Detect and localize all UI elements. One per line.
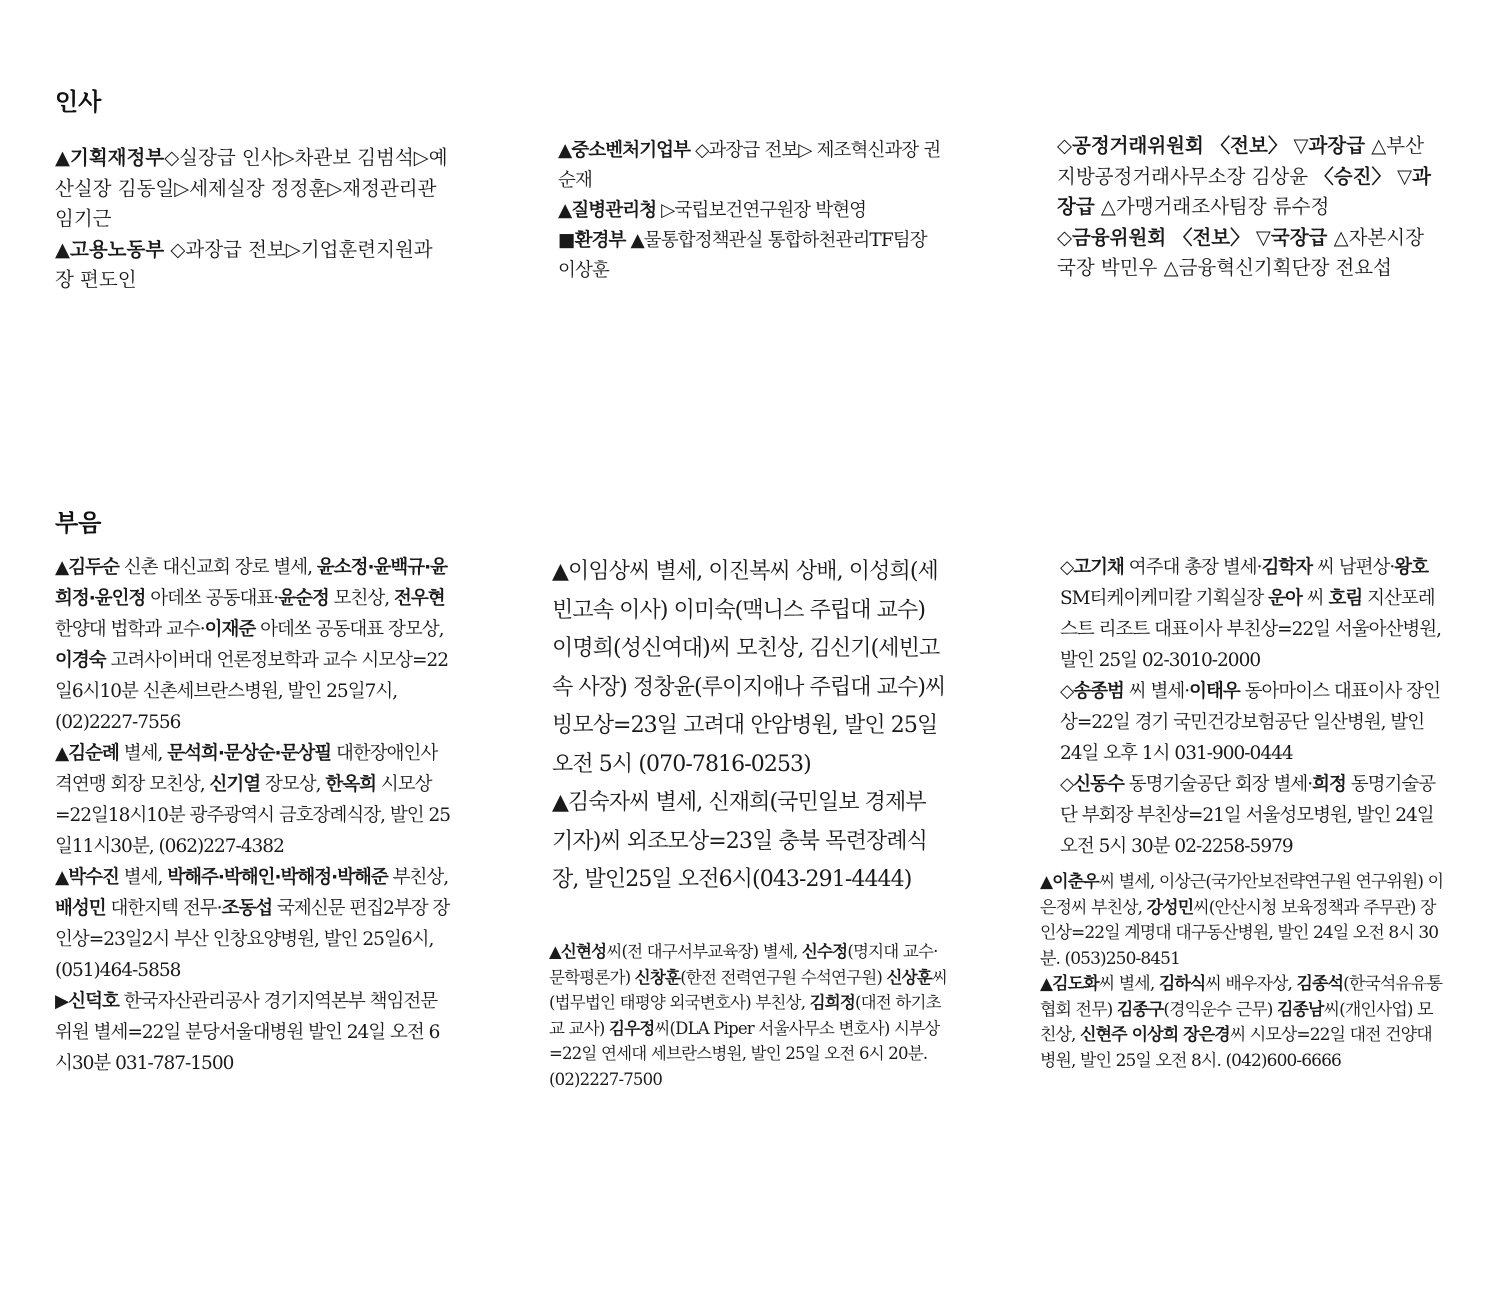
entry-text: △가맹거래조사팀장 류수정 xyxy=(1094,195,1330,218)
notice-entry xyxy=(549,939,949,1092)
entry-text: ▽ xyxy=(1390,164,1413,188)
entry-name-bold: 호림 xyxy=(1328,588,1363,609)
entry-text: 시모상=22일18시10분 광주광역시 금호장례식장, 발인 25일11시30분, (062)227-4382 xyxy=(55,774,451,857)
entry-text: ◇실장급 인사▷차관보 김범석▷예산실장 김동일▷세제실장 정정훈▷재정관리관 임기근 xyxy=(55,146,448,230)
entry-text: 동아마이스 대표이사 장인상=22일 경기 국민건강보험공단 일산병원, 발인 24일 오후 1시 031-900-0444 xyxy=(1060,681,1440,764)
entry-name-bold: 김종석 xyxy=(1296,974,1344,994)
notice-entry xyxy=(558,226,943,286)
notice-entry xyxy=(1037,131,1442,223)
entry-text: (한전 전력연구원 수석연구원) xyxy=(680,967,887,987)
entry-name-bold: 배성민 xyxy=(55,898,106,919)
entry-name-bold: ▲김도화 xyxy=(1040,974,1099,994)
notice-entry xyxy=(558,196,943,226)
entry-name-bold: 왕호 xyxy=(1394,557,1428,578)
section-title-bueum: 부음 xyxy=(55,509,102,537)
entry-text: 씨 남편상· xyxy=(1312,557,1395,578)
entry-text: 씨 별세, xyxy=(1098,974,1159,994)
entry-text: 한국자산관리공사 경기지역본부 책임전문위원 별세=22일 분당서울대병원 발인 24일 오전 6시30분 031-787-1500 xyxy=(55,991,440,1074)
entry-text: 씨(안산시청 보육정책과 주무관) 장인상=22일 계명대 대구동산병원, 발인 24일 오전 8시 30분. (053)250-8451 xyxy=(1040,897,1439,969)
entry-text: 신촌 대신교회 장로 별세, xyxy=(118,557,317,578)
bueum-column-2-bottom xyxy=(549,939,949,1092)
entry-text: 국제신문 편집2부장 장인상=23일2시 부산 인창요양병원, 발인 25일6시, (051)464-5858 xyxy=(55,898,450,981)
entry-text: 씨 배우자상, xyxy=(1205,974,1297,994)
entry-text: 별세, xyxy=(118,867,168,888)
entry-text: 씨 별세, 이상근(국가안보전략연구원 연구위원) 이은정씨 부친상, xyxy=(1040,872,1444,918)
entry-name-bold: ■환경부 xyxy=(558,230,626,251)
entry-text: 여주대 총장 별세· xyxy=(1123,557,1262,578)
entry-text: 아데쏘 공동대표 장모상, xyxy=(255,619,444,640)
entry-name-bold: ▶신덕호 xyxy=(55,991,119,1012)
entry-name-bold: 윤순정 xyxy=(278,588,329,609)
entry-name-bold: ▲고용노동부 xyxy=(55,237,165,261)
entry-name-bold: 이태우 xyxy=(1189,681,1240,702)
entry-name-bold: ▲김두순 xyxy=(55,557,119,578)
entry-name-bold: 운아 xyxy=(1268,588,1302,609)
entry-name-bold: 박해주·박해인·박해정·박해준 xyxy=(167,867,388,888)
entry-name-bold: 신기열 xyxy=(209,774,261,795)
entry-name-bold: 〈승진〉 xyxy=(1314,164,1391,188)
entry-name-bold: 문석희·문상순·문상필 xyxy=(167,743,332,764)
entry-name-bold: 김하식 xyxy=(1158,974,1206,994)
entry-name-bold: ▲이춘우 xyxy=(1040,872,1099,892)
entry-text: ▽ xyxy=(1287,134,1309,157)
entry-text: 씨(개인사업) 모친상, xyxy=(1040,999,1433,1045)
entry-text: (명지대 교수·문학평론가) xyxy=(549,942,938,987)
insa-column-1 xyxy=(55,143,450,296)
entry-name-bold: ◇고기채 xyxy=(1060,557,1124,578)
entry-text: 씨 시모상=22일 대전 건양대병원, 발인 25일 오전 8시. (042)600-6666 xyxy=(1040,1025,1432,1071)
entry-name-bold: ◇금융위원회 〈전보〉 xyxy=(1057,225,1250,249)
entry-name-bold: 국장급 xyxy=(1270,225,1328,249)
entry-text: ▷국립보건연구원장 박현영 xyxy=(656,200,867,221)
entry-text: ▽ xyxy=(1249,225,1271,249)
entry-text: 부친상, xyxy=(387,867,449,888)
entry-name-bold: ▲질병관리청 xyxy=(558,200,657,221)
bueum-column-1 xyxy=(55,552,450,1079)
entry-text: 장모상, xyxy=(260,774,326,795)
notice-entry xyxy=(55,552,450,738)
notice-entry xyxy=(55,986,450,1079)
entry-text: 대한지텍 전무· xyxy=(105,898,222,919)
entry-name-bold: 조동섭 xyxy=(221,898,273,919)
entry-text: 씨(DLA Piper 서울사무소 변호사) 시부상=22일 연세대 세브란스병원, 발인 25일 오전 6시 20분. (02)2227-7500 xyxy=(549,1018,940,1089)
entry-text: 아데쏘 공동대표· xyxy=(145,588,279,609)
entry-text: 대한장애인사격연맹 회장 모친상, xyxy=(55,743,438,795)
notice-entry xyxy=(1040,552,1445,676)
entry-name-bold: 김학자 xyxy=(1261,557,1313,578)
entry-text: ◇과장급 전보▷ 제조혁신과장 권순재 xyxy=(558,140,941,191)
notice-entry xyxy=(55,862,450,986)
notice-entry xyxy=(552,553,949,784)
entry-name-bold: 과장급 xyxy=(1057,164,1432,218)
bueum-column-2-top xyxy=(552,553,949,900)
entry-text: SM티케이케미칼 기획실장 xyxy=(1060,588,1269,609)
insa-column-3 xyxy=(1037,131,1442,284)
entry-text: (경익운수 근무) xyxy=(1163,999,1278,1020)
entry-text: ▲이임상씨 별세, 이진복씨 상배, 이성희(세빈고속 이사) 이미숙(맥니스 주립대 교수) 이명희(성신여대)씨 모친상, 김신기(세빈고속 사장) 정창윤(루이지애나 주립대 교수)씨 빙모상=23일 고려대 안암병원, 발인 25일 오전 5시 (070-7816-0253) xyxy=(552,559,946,777)
insa-column-2 xyxy=(558,136,943,286)
entry-text: ◇과장급 전보▷기업훈련지원과장 편도인 xyxy=(55,237,433,291)
entry-name-bold: ▲박수진 xyxy=(55,867,119,888)
entry-name-bold: 과장급 xyxy=(1308,134,1366,157)
entry-text: 동명기술공단 회장 별세· xyxy=(1123,774,1313,795)
notice-entry xyxy=(1040,676,1445,769)
entry-text: △부산지방공정거래사무소장 김상윤 xyxy=(1057,134,1424,188)
entry-name-bold: 김종남 xyxy=(1277,999,1324,1020)
entry-text: 고려사이버대 언론정보학과 교수 시모상=22일6시10분 신촌세브란스병원, 발인 25일7시, (02)2227-7556 xyxy=(55,650,448,733)
entry-name-bold: 신창훈 xyxy=(634,967,681,987)
entry-text: ▲물통합정책관실 통합하천관리TF팀장 이상훈 xyxy=(558,230,927,281)
entry-name-bold: ◇공정거래위원회 〈전보〉 xyxy=(1057,134,1288,157)
entry-text: 씨(전 대구서부교육장) 별세, xyxy=(606,942,802,961)
entry-name-bold: 김희정 xyxy=(809,993,856,1012)
entry-text: 씨 별세· xyxy=(1123,681,1190,702)
entry-name-bold: 김종구 xyxy=(1116,999,1164,1020)
notice-entry xyxy=(1037,223,1442,284)
bueum-column-3-top xyxy=(1040,552,1445,862)
entry-name-bold: 강성민 xyxy=(1146,897,1194,918)
notice-entry xyxy=(552,784,949,900)
entry-text: 씨(법무법인 태평양 외국변호사) 부친상, xyxy=(549,967,948,1012)
entry-text: (대전 하기초교 교사) xyxy=(549,993,941,1038)
section-title-insa: 인사 xyxy=(55,88,102,116)
entry-name-bold: ▲김순례 xyxy=(55,743,119,764)
entry-text: 한양대 법학과 교수· xyxy=(55,619,205,640)
entry-name-bold: 한옥희 xyxy=(325,774,377,795)
entry-text: 동명기술공단 부회장 부친상=21일 서울성모병원, 발인 24일 오전 5시 30분 02-2258-5979 xyxy=(1060,774,1436,857)
notice-entry xyxy=(1040,870,1445,972)
entry-name-bold: 김우정 xyxy=(608,1018,655,1038)
entry-text: 모친상, xyxy=(328,588,395,609)
notice-entry xyxy=(1040,769,1445,862)
entry-name-bold: ▲기획재정부 xyxy=(55,146,165,169)
notice-entry xyxy=(1040,972,1445,1074)
entry-name-bold: ◇송종범 xyxy=(1060,681,1124,702)
notice-entry xyxy=(558,136,943,196)
entry-name-bold: 전우현 xyxy=(394,588,445,609)
entry-text: 지산포레스트 리조트 대표이사 부친상=22일 서울아산병원, 발인 25일 02-3010-2000 xyxy=(1060,588,1441,671)
entry-text: (한국석유유통협회 전무) xyxy=(1040,974,1442,1020)
entry-name-bold: ◇신동수 xyxy=(1060,774,1124,795)
notice-entry xyxy=(55,143,450,235)
entry-text: △자본시장국장 박민우 △금융혁신기획단장 전요섭 xyxy=(1057,225,1424,279)
entry-name-bold: 이경숙 xyxy=(55,650,106,671)
entry-name-bold: 신상훈 xyxy=(886,967,932,987)
entry-name-bold: ▲신현성 xyxy=(549,942,607,961)
entry-text: 씨 xyxy=(1301,588,1329,609)
entry-name-bold: 이재준 xyxy=(204,619,256,640)
entry-text: 별세, xyxy=(118,743,168,764)
notice-entry xyxy=(55,738,450,862)
entry-name-bold: 신수정 xyxy=(801,942,848,961)
bueum-column-3-bottom xyxy=(1040,870,1445,1074)
entry-text: ▲김숙자씨 별세, 신재희(국민일보 경제부 기자)씨 외조모상=23일 충북 목련장례식장, 발인25일 오전6시(043-291-4444) xyxy=(552,790,927,892)
entry-name-bold: 희정 xyxy=(1312,774,1346,795)
entry-name-bold: 신현주 이상희 장은경 xyxy=(1080,1025,1230,1045)
entry-name-bold: 윤소정·윤백규·윤희정·윤인정 xyxy=(55,557,447,609)
entry-name-bold: ▲중소벤처기업부 xyxy=(558,140,691,161)
notice-entry xyxy=(55,235,450,296)
